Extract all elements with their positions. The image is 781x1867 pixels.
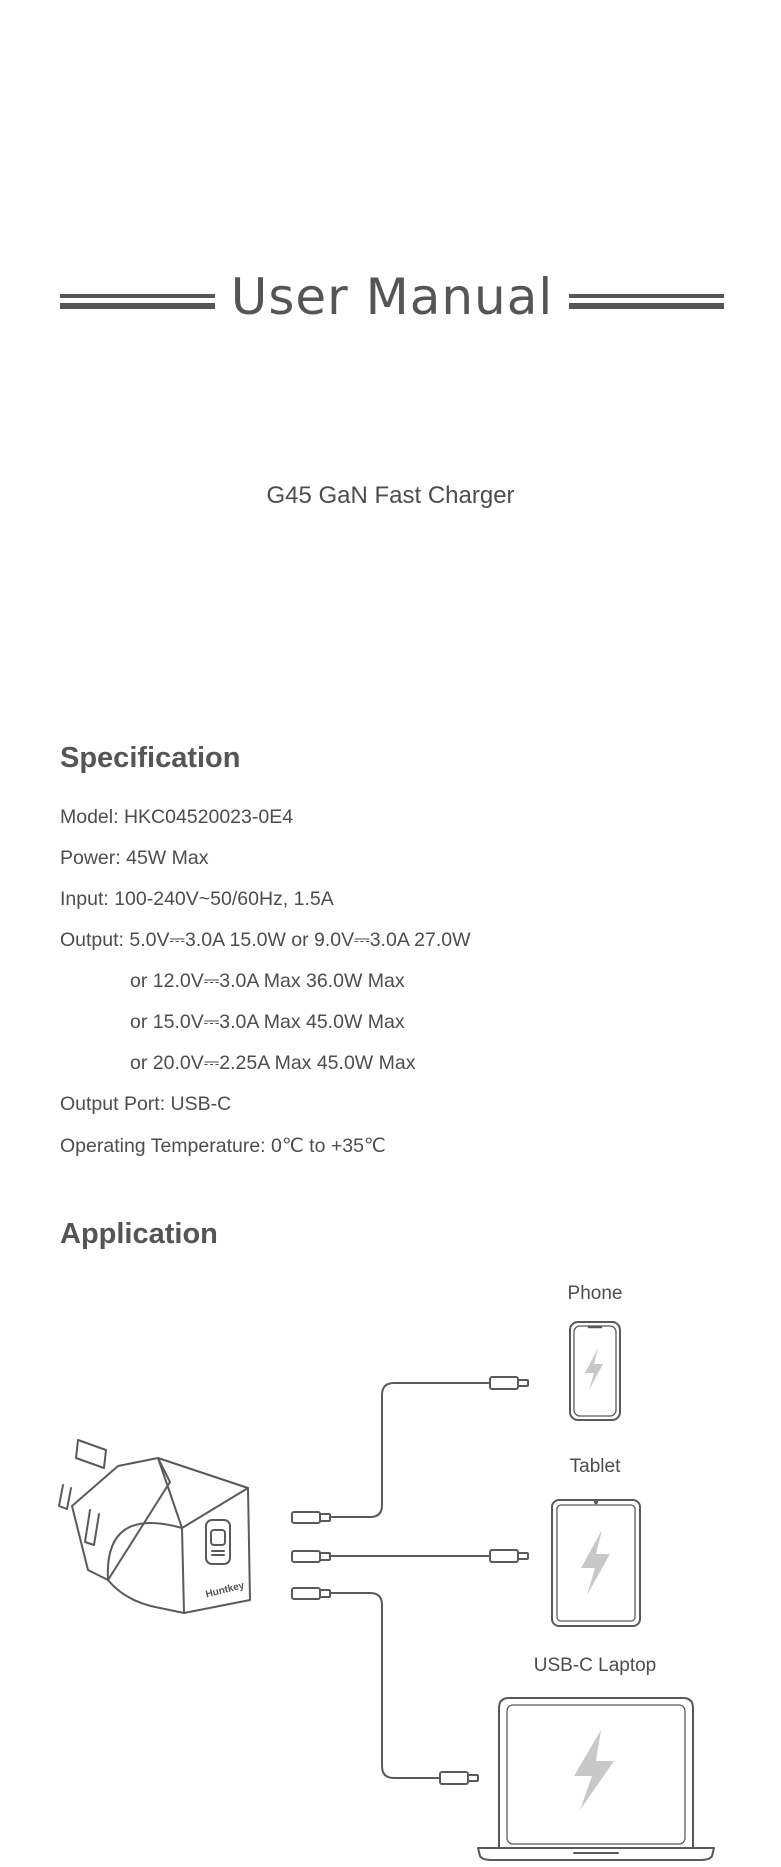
phone-lightning-icon bbox=[585, 1348, 603, 1390]
specification-heading: Specification bbox=[60, 742, 241, 774]
tablet-lightning-icon bbox=[581, 1530, 610, 1595]
tablet-label: Tablet bbox=[569, 1456, 621, 1477]
cable-to-tablet bbox=[292, 1550, 528, 1562]
spec-operating-temperature: Operating Temperature: 0℃ to +35℃ bbox=[60, 1135, 386, 1157]
product-name: G45 GaN Fast Charger bbox=[266, 482, 515, 509]
spec-power: Power: 45W Max bbox=[60, 847, 209, 869]
spec-output-12v: or 12.0V⎓3.0A Max 36.0W Max bbox=[130, 970, 405, 992]
spec-model: Model: HKC04520023-0E4 bbox=[60, 806, 294, 828]
application-illustration bbox=[0, 1270, 781, 1867]
application-heading: Application bbox=[60, 1218, 218, 1250]
page-title: User Manual bbox=[230, 268, 554, 326]
application-diagram bbox=[0, 1270, 781, 1867]
title-decoration-right bbox=[569, 294, 724, 312]
laptop-lightning-icon bbox=[574, 1730, 614, 1810]
spec-output-15v: or 15.0V⎓3.0A Max 45.0W Max bbox=[130, 1011, 405, 1033]
spec-output: Output: 5.0V⎓3.0A 15.0W or 9.0V⎓3.0A 27.0W bbox=[60, 929, 471, 951]
specification-list bbox=[60, 806, 740, 1175]
charger-brand-text: Huntkey bbox=[204, 1580, 246, 1601]
laptop-label: USB-C Laptop bbox=[533, 1655, 657, 1676]
spec-output-port: Output Port: USB-C bbox=[60, 1093, 232, 1115]
title-banner bbox=[60, 268, 724, 338]
cable-to-laptop bbox=[292, 1588, 478, 1784]
phone-label: Phone bbox=[567, 1283, 623, 1304]
cable-to-phone bbox=[292, 1377, 528, 1523]
spec-output-20v: or 20.0V⎓2.25A Max 45.0W Max bbox=[130, 1052, 416, 1074]
spec-input: Input: 100-240V~50/60Hz, 1.5A bbox=[60, 888, 334, 910]
